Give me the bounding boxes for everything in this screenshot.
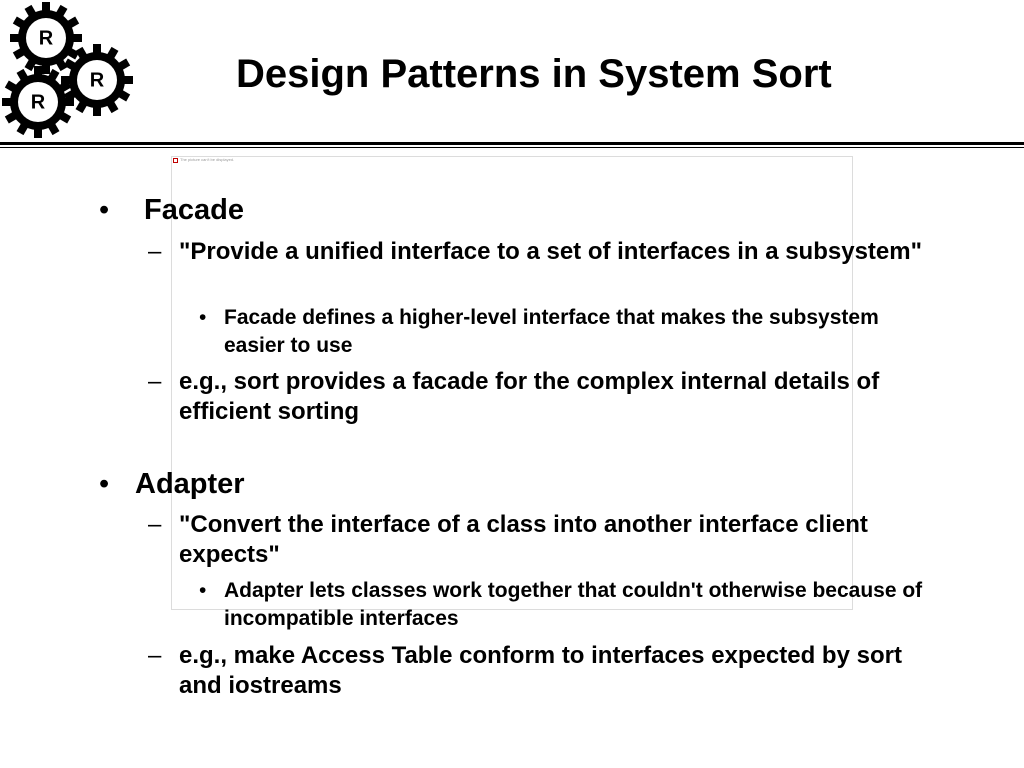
gear-letter: R: [89, 69, 105, 92]
bullet-facade-heading: Facade: [144, 194, 244, 226]
gear-letter: R: [38, 27, 54, 50]
facade-detail: Facade defines a higher-level interface that makes the subsystem easier to use: [224, 306, 879, 357]
title-divider-thin: [0, 147, 1024, 148]
dash-marker: –: [148, 642, 162, 669]
dash-marker: –: [148, 511, 162, 538]
broken-image-icon: [173, 158, 178, 163]
adapter-detail: Adapter lets classes work together that couldn't otherwise because of incompatible interfaces: [224, 579, 923, 630]
facade-example: e.g., sort provides a facade for the complex internal details of efficient sorting: [179, 368, 880, 425]
gear-letter: R: [30, 91, 46, 114]
dash-marker: –: [148, 238, 162, 265]
bullet-marker: •: [99, 468, 110, 500]
title-divider: [0, 142, 1024, 145]
bullet-marker: •: [199, 306, 207, 329]
adapter-example: e.g., make Access Table conform to interfaces expected by sort and iostreams: [179, 642, 902, 699]
slide-title: Design Patterns in System Sort: [236, 52, 832, 96]
bullet-marker: •: [99, 194, 110, 226]
adapter-quote: "Convert the interface of a class into another interface client expects": [179, 511, 868, 568]
dash-marker: –: [148, 368, 162, 395]
missing-picture-caption: The picture can't be displayed.: [180, 157, 235, 162]
gears-logo-icon: [0, 0, 140, 140]
bullet-adapter-heading: Adapter: [135, 468, 245, 500]
facade-quote: "Provide a unified interface to a set of interfaces in a subsystem": [179, 238, 922, 265]
bullet-marker: •: [199, 579, 207, 602]
logo-gears: [0, 0, 140, 140]
